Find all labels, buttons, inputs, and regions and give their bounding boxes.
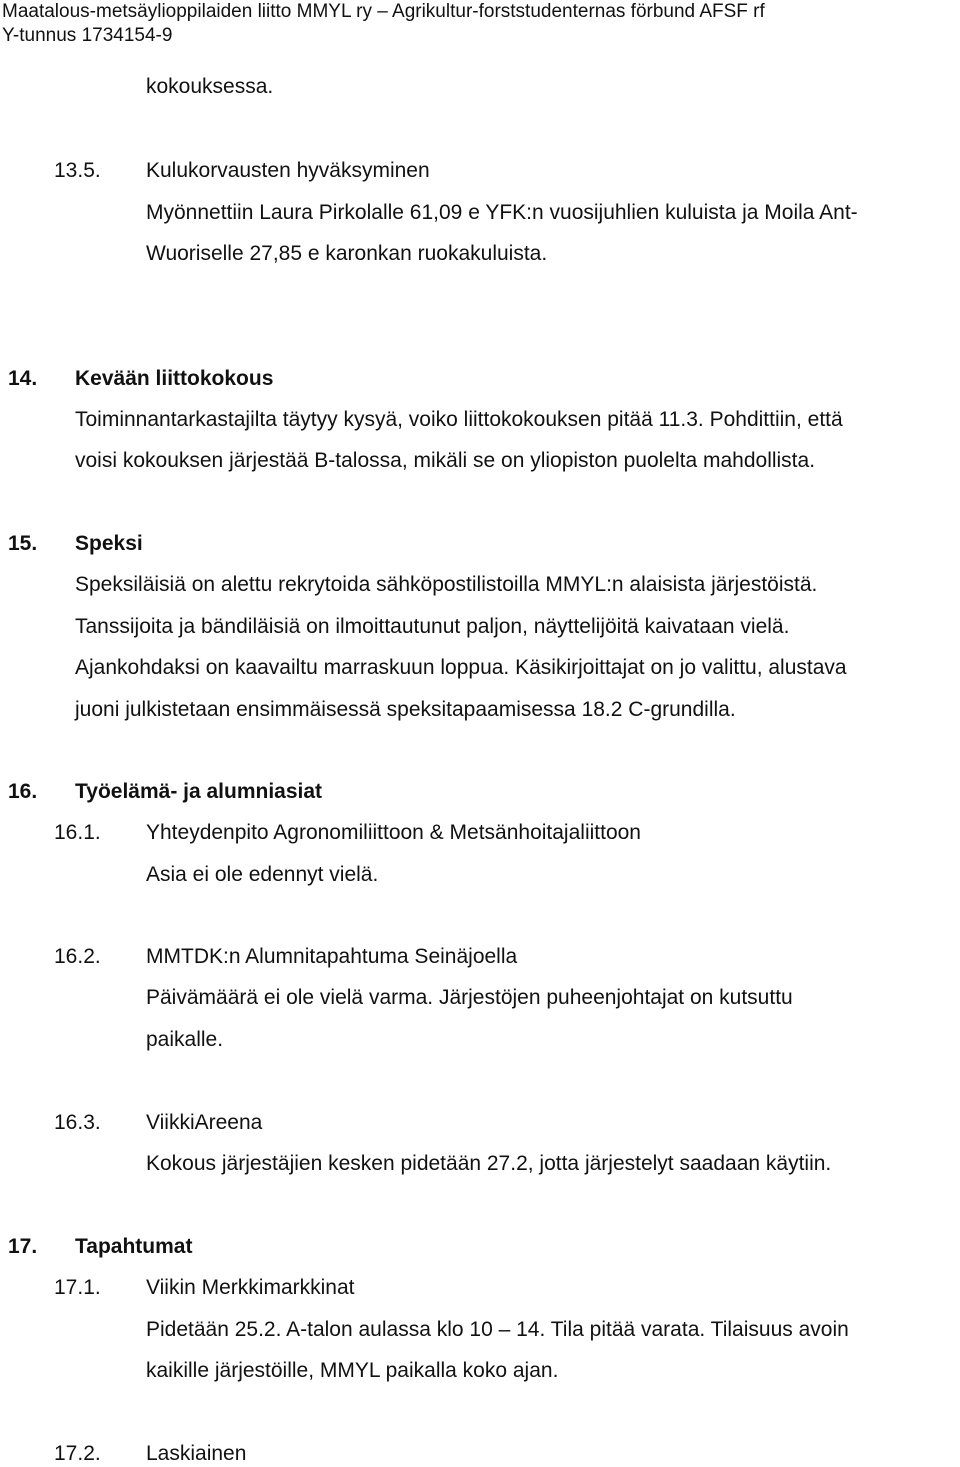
section-13-5-number: 13.5. (54, 159, 101, 182)
section-16-3-body-line: Kokous järjestäjien kesken pidetään 27.2, jotta järjestelyt saadaan käytiin. (146, 1152, 832, 1175)
section-15-body-line: juoni julkistetaan ensimmäisessä speksitapaamisessa 18.2 C-grundilla. (75, 698, 736, 721)
section-16-1-body-line: Asia ei ole edennyt vielä. (146, 863, 379, 886)
section-16-2-number: 16.2. (54, 945, 101, 968)
section-17-number: 17. (8, 1235, 38, 1258)
section-17-1-number: 17.1. (54, 1276, 101, 1299)
section-17-title: Tapahtumat (75, 1235, 193, 1258)
section-14-title: Kevään liittokokous (75, 367, 274, 390)
section-13-5-body-line: Myönnettiin Laura Pirkolalle 61,09 e YFK:n vuosijuhlien kuluista ja Moila Ant- (146, 201, 858, 224)
section-16-2-body-line: paikalle. (146, 1028, 224, 1051)
section-16-1-title: Yhteydenpito Agronomiliittoon & Metsänhoitajaliittoon (146, 821, 641, 844)
section-17-1-title: Viikin Merkkimarkkinat (146, 1276, 355, 1299)
section-16-2-title: MMTDK:n Alumnitapahtuma Seinäjoella (146, 945, 518, 968)
header-business-id: Y-tunnus 1734154-9 (2, 25, 173, 46)
continuation-text: kokouksessa. (146, 75, 274, 98)
section-17-2-title: Laskiainen (146, 1442, 247, 1465)
section-17-2-number: 17.2. (54, 1442, 101, 1465)
section-16-3-number: 16.3. (54, 1111, 101, 1134)
document-header (2, 0, 765, 48)
section-14-body-line: Toiminnantarkastajilta täytyy kysyä, voiko liittokokouksen pitää 11.3. Pohdittiin, että (75, 408, 843, 431)
header-organization: Maatalous-metsäylioppilaiden liitto MMYL ry – Agrikultur-forststudenternas förbund AFSF rf (2, 1, 765, 22)
section-15-body-line: Ajankohdaksi on kaavailtu marraskuun loppua. Käsikirjoittajat on jo valittu, alustava (75, 656, 847, 679)
section-15-title: Speksi (75, 532, 143, 555)
section-15-number: 15. (8, 532, 38, 555)
section-17-1-body-line: kaikille järjestöille, MMYL paikalla koko ajan. (146, 1359, 559, 1382)
section-14-body-line: voisi kokouksen järjestää B-talossa, mikäli se on yliopiston puolelta mahdollista. (75, 449, 816, 472)
section-13-5-body-line: Wuoriselle 27,85 e karonkan ruokakuluista. (146, 242, 548, 265)
section-16-3-title: ViikkiAreena (146, 1111, 263, 1134)
section-16-1-number: 16.1. (54, 821, 101, 844)
section-15-body-line: Speksiläisiä on alettu rekrytoida sähköpostilistoilla MMYL:n alaisista järjestöistä. (75, 573, 818, 596)
section-15-body-line: Tanssijoita ja bändiläisiä on ilmoittautunut paljon, näyttelijöitä kaivataan vielä. (75, 615, 790, 638)
section-17-1-body-line: Pidetään 25.2. A-talon aulassa klo 10 – 14. Tila pitää varata. Tilaisuus avoin (146, 1318, 849, 1341)
section-13-5-title: Kulukorvausten hyväksyminen (146, 159, 430, 182)
section-16-2-body-line: Päivämäärä ei ole vielä varma. Järjestöjen puheenjohtajat on kutsuttu (146, 986, 793, 1009)
section-16-title: Työelämä- ja alumniasiat (75, 780, 323, 803)
section-14-number: 14. (8, 367, 38, 390)
section-16-number: 16. (8, 780, 38, 803)
